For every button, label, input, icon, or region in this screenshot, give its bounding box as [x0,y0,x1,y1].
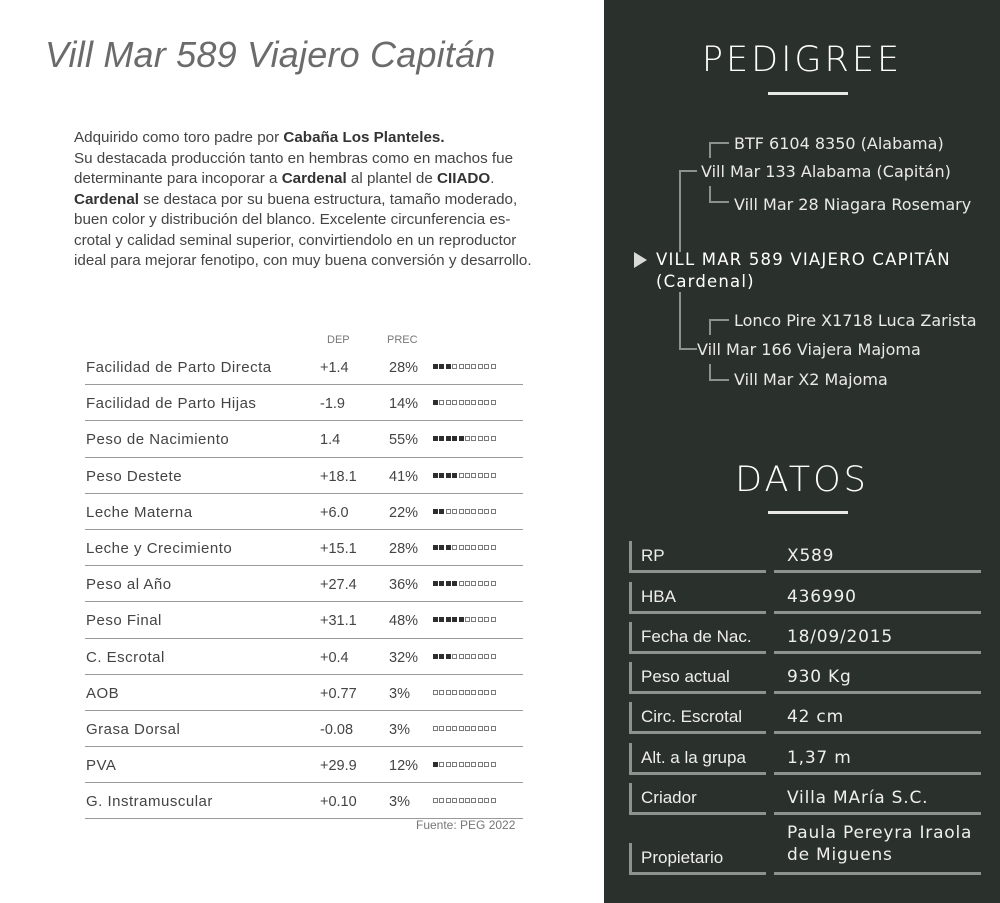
precision-square [459,654,464,659]
precision-square [439,726,444,731]
precision-square [471,364,476,369]
precision-square [433,436,438,441]
precision-square [491,654,496,659]
precision-square [478,581,483,586]
precision-square [459,509,464,514]
ped-connector [679,170,681,252]
precision-square [452,545,457,550]
epd-row [85,566,523,602]
datos-label: HBA [641,587,676,606]
owner-label: Propietario [641,848,724,867]
epd-precision-bar [433,726,496,731]
datos-value-cell [774,541,981,573]
precision-square [446,509,451,514]
precision-square [452,436,457,441]
precision-square [459,400,464,405]
epd-trait-name: Leche y Crecimiento [86,539,233,557]
epd-row [85,385,523,421]
epd-dep-value: +1.4 [320,360,349,376]
desc-bold: Cardenal [74,190,139,208]
precision-square [484,473,489,478]
epd-precision-bar [433,473,496,478]
precision-square [491,762,496,767]
dep-column-header: DEP [327,334,350,346]
precision-square [491,726,496,731]
datos-row-owner [629,823,981,875]
precision-square [452,509,457,514]
datos-title: DATOS [735,460,869,500]
epd-prec-value: 3% [389,794,410,811]
epd-prec-value: 36% [389,577,419,594]
ped-dam-sire: Lonco Pire X1718 Luca Zarista [734,311,977,330]
right-panel [604,0,1000,903]
epd-prec-value: 41% [389,468,419,485]
precision-square [446,400,451,405]
ped-sire-sire: BTF 6104 8350 (Alabama) [734,134,944,153]
desc-text: al plantel de [346,170,438,187]
epd-trait-name: Grasa Dorsal [86,720,181,738]
precision-square [452,690,457,695]
precision-square [452,654,457,659]
precision-square [465,690,470,695]
precision-square [452,364,457,369]
precision-square [484,617,489,622]
precision-square [433,726,438,731]
precision-square [459,690,464,695]
epd-prec-value: 3% [389,685,410,702]
datos-label-cell [629,622,766,654]
datos-row [629,622,981,654]
epd-dep-value: -1.9 [320,396,345,413]
precision-square [478,400,483,405]
datos-value-cell [774,823,981,875]
epd-precision-bar [433,617,496,622]
precision-square [439,654,444,659]
precision-square [478,473,483,478]
epd-precision-bar [433,509,496,514]
precision-square [433,617,438,622]
precision-square [484,798,489,803]
precision-square [465,617,470,622]
datos-label: Circ. Escrotal [641,707,743,726]
epd-trait-name: PVA [86,757,117,775]
precision-square [478,617,483,622]
epd-precision-bar [433,436,496,441]
precision-square [446,545,451,550]
epd-row [85,711,523,747]
epd-precision-bar [433,690,496,695]
precision-square [465,364,470,369]
precision-square [465,545,470,550]
precision-square [439,473,444,478]
page-title: Vill Mar 589 Viajero Capitán [45,34,496,75]
datos-label-cell [629,702,766,734]
epd-dep-value: -0.08 [320,721,354,738]
precision-square [491,690,496,695]
precision-square [439,690,444,695]
datos-label-cell [629,541,766,573]
epd-row [85,458,523,494]
precision-square [446,654,451,659]
precision-square [439,545,444,550]
precision-square [471,726,476,731]
precision-square [446,762,451,767]
datos-value: 436990 [787,587,857,607]
datos-value-cell [774,743,981,775]
precision-square [433,473,438,478]
epd-table [85,331,523,819]
epd-prec-value: 12% [389,758,419,775]
ped-connector [709,186,711,202]
epd-trait-name: Peso al Año [86,576,172,594]
precision-square [471,545,476,550]
precision-square [433,690,438,695]
precision-square [433,798,438,803]
datos-value: 930 Kg [787,667,852,687]
precision-square [452,473,457,478]
precision-square [491,473,496,478]
datos-underline [768,511,848,514]
precision-square [459,617,464,622]
epd-trait-name: Facilidad de Parto Hijas [86,395,257,413]
desc-text: Su destacada producción tanto en hembras como en machos fue [74,149,514,167]
datos-label-cell [629,743,766,775]
precision-square [433,400,438,405]
precision-square [459,798,464,803]
datos-label: Alt. a la grupa [641,748,746,767]
epd-trait-name: Facilidad de Parto Directa [86,359,272,376]
precision-square [439,436,444,441]
epd-rows [85,349,523,819]
prec-column-header: PREC [387,334,418,346]
datos-row [629,783,981,815]
precision-square [446,581,451,586]
precision-square [452,798,457,803]
precision-square [484,509,489,514]
precision-square [471,509,476,514]
ped-connector [709,319,711,335]
precision-square [478,690,483,695]
precision-square [484,545,489,550]
owner-value-line1: Paula Pereyra Iraola [787,823,973,843]
precision-square [471,581,476,586]
precision-square [491,798,496,803]
precision-square [484,654,489,659]
epd-prec-value: 28% [389,360,419,376]
epd-trait-name: C. Escrotal [86,648,165,666]
description [74,128,574,272]
precision-square [459,436,464,441]
precision-square [491,617,496,622]
ped-sire-dam: Vill Mar 28 Niagara Rosemary [734,195,972,214]
ped-dam-dam: Vill Mar X2 Majoma [734,370,888,389]
desc-text: se destaca por su buena estructura, tamaño moderado, [139,190,518,208]
precision-square [465,581,470,586]
ped-connector [679,170,697,172]
precision-square [439,762,444,767]
datos-value-cell [774,783,981,815]
ped-animal-name: VILL MAR 589 VIAJERO CAPITÁN [656,250,951,269]
precision-square [491,509,496,514]
precision-square [452,726,457,731]
epd-prec-value: 3% [389,721,410,738]
datos-value: 42 cm [787,707,844,727]
precision-square [484,436,489,441]
epd-precision-bar [433,545,496,550]
datos-row [629,662,981,694]
epd-row [85,783,523,819]
precision-square [465,436,470,441]
epd-prec-value: 55% [389,432,419,449]
precision-square [471,473,476,478]
epd-prec-value: 32% [389,649,419,666]
precision-square [465,762,470,767]
precision-square [459,473,464,478]
epd-dep-value: +15.1 [320,540,357,557]
precision-square [452,617,457,622]
epd-trait-name: Leche Materna [86,503,193,521]
ped-connector [679,292,681,349]
desc-bold: Cabaña Los Planteles. [283,129,445,146]
precision-square [471,690,476,695]
precision-square [452,581,457,586]
precision-square [433,654,438,659]
precision-square [484,762,489,767]
ped-sire: Vill Mar 133 Alabama (Capitán) [701,162,951,181]
ped-animal-alias: (Cardenal) [656,272,755,291]
precision-square [478,798,483,803]
precision-square [459,581,464,586]
epd-dep-value: +27.4 [320,577,357,594]
precision-square [484,581,489,586]
epd-row [85,530,523,566]
precision-square [439,798,444,803]
ped-animal [656,249,951,293]
precision-square [478,654,483,659]
epd-row [85,602,523,638]
precision-square [478,545,483,550]
epd-row [85,639,523,675]
precision-square [471,654,476,659]
desc-text: crotal y calidad seminal superior, convirtiendolo en un reproductor [74,231,517,249]
desc-text: Adquirido como toro padre por [74,129,284,146]
precision-square [433,581,438,586]
desc-text: ideal para mejorar fenotipo, con muy buena conversión y desarrollo. [74,252,532,269]
precision-square [465,473,470,478]
datos-label: Fecha de Nac. [641,627,752,646]
precision-square [446,726,451,731]
precision-square [452,762,457,767]
epd-dep-value: +18.1 [320,468,357,485]
precision-square [446,473,451,478]
precision-square [471,762,476,767]
precision-square [465,654,470,659]
epd-precision-bar [433,762,496,767]
precision-square [471,798,476,803]
epd-precision-bar [433,654,496,659]
datos-label-cell [629,843,766,875]
precision-square [459,545,464,550]
precision-square [439,617,444,622]
datos-value: 18/09/2015 [787,627,893,647]
precision-square [484,364,489,369]
datos-label-cell [629,662,766,694]
ped-connector [709,364,711,380]
ped-dam: Vill Mar 166 Viajera Majoma [697,340,921,359]
epd-precision-bar [433,798,496,803]
precision-square [433,545,438,550]
ped-connector [709,319,729,321]
datos-value-cell [774,582,981,614]
precision-square [446,364,451,369]
epd-trait-name: Peso Final [86,612,162,630]
epd-trait-name: G. Instramuscular [86,793,213,811]
desc-text: . [490,170,495,187]
precision-square [459,726,464,731]
owner-value-line2: de Miguens [787,845,893,865]
precision-square [491,581,496,586]
epd-dep-value: +0.4 [320,649,349,666]
precision-square [491,400,496,405]
play-arrow-icon [634,252,647,268]
datos-value: Villa MAría S.C. [787,788,929,808]
datos-label: RP [641,546,665,565]
precision-square [491,545,496,550]
precision-square [478,436,483,441]
precision-square [478,509,483,514]
epd-row [85,349,523,385]
epd-dep-value: +0.10 [320,794,357,811]
precision-square [491,364,496,369]
precision-square [465,798,470,803]
epd-prec-value: 22% [389,504,419,521]
epd-precision-bar [433,400,496,405]
epd-prec-value: 28% [389,540,419,557]
precision-square [491,436,496,441]
datos-value-cell [774,662,981,694]
datos-label-cell [629,582,766,614]
precision-square [433,762,438,767]
precision-square [465,726,470,731]
precision-square [439,400,444,405]
epd-prec-value: 48% [389,613,419,630]
precision-square [471,400,476,405]
ped-connector [679,348,697,350]
desc-text: buen color y distribución del blanco. Excelente circunferencia es- [74,211,511,228]
precision-square [484,726,489,731]
ped-connector [709,379,729,381]
datos-row [629,541,981,573]
epd-row [85,675,523,711]
precision-square [452,400,457,405]
datos-value-cell [774,702,981,734]
precision-square [465,400,470,405]
precision-square [459,762,464,767]
ped-connector [709,201,729,203]
epd-prec-value: 14% [389,396,419,413]
epd-dep-value: +0.77 [320,685,357,702]
datos-label: Peso actual [641,667,730,686]
precision-square [459,364,464,369]
precision-square [484,690,489,695]
precision-square [439,364,444,369]
epd-dep-value: +6.0 [320,504,349,521]
datos-row [629,702,981,734]
precision-square [439,509,444,514]
precision-square [446,617,451,622]
datos-label: Criador [641,788,697,807]
precision-square [471,436,476,441]
epd-dep-value: 1.4 [320,432,341,449]
datos-value: X589 [787,546,835,566]
ped-connector [709,142,729,144]
source-note: Fuente: PEG 2022 [416,818,516,832]
owner-value [787,822,972,866]
datos-label-cell [629,783,766,815]
epd-precision-bar [433,581,496,586]
precision-square [446,436,451,441]
precision-square [439,581,444,586]
precision-square [478,726,483,731]
precision-square [446,690,451,695]
epd-row [85,494,523,530]
precision-square [433,509,438,514]
precision-square [471,617,476,622]
precision-square [484,400,489,405]
desc-text: determinante para incoporar a [74,170,282,187]
datos-value-cell [774,622,981,654]
pedigree-title: PEDIGREE [701,40,903,80]
precision-square [478,762,483,767]
precision-square [465,509,470,514]
epd-row [85,421,523,457]
epd-row [85,747,523,783]
datos-value: 1,37 m [787,748,852,768]
pedigree-underline [768,92,848,95]
epd-trait-name: Peso de Nacimiento [86,431,230,449]
epd-precision-bar [433,364,496,369]
epd-dep-value: +31.1 [320,613,357,630]
precision-square [446,798,451,803]
precision-square [478,364,483,369]
desc-bold: Cardenal [281,170,347,187]
datos-row [629,582,981,614]
epd-dep-value: +29.9 [320,758,357,775]
epd-trait-name: AOB [86,684,120,702]
precision-square [433,364,438,369]
desc-bold: CIIADO [437,170,491,187]
datos-row [629,743,981,775]
ped-connector [709,142,711,158]
epd-trait-name: Peso Destete [86,467,183,485]
epd-table-header [85,331,523,349]
